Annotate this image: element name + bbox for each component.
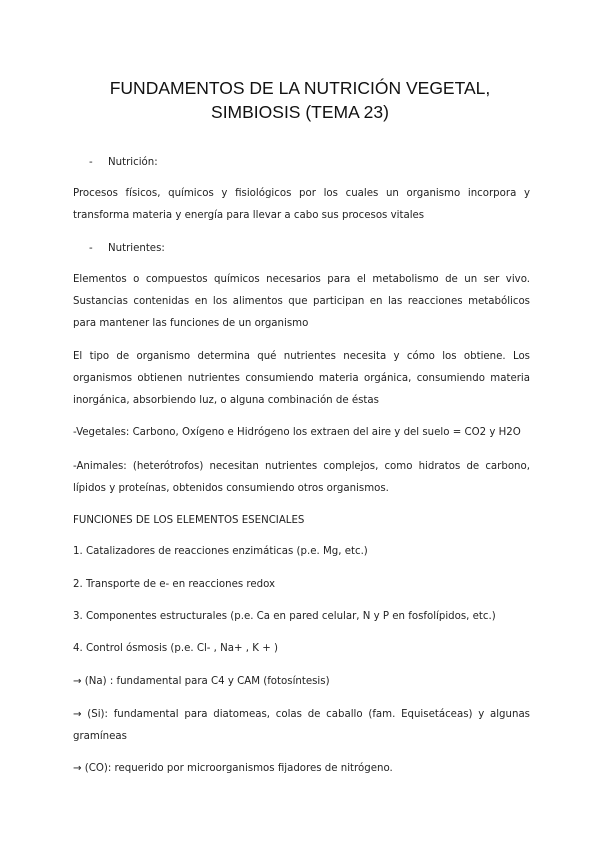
bullet-dash: - [89,243,93,254]
bullet-nutricion [89,156,158,170]
arrow-item-na: → (Na) : fundamental para C4 y CAM (fotosíntesis) [73,676,330,687]
arrow-item-si: → (Si): fundamental para diatomeas, colas de caballo (fam. Equisetáceas) y algunas gramíneas [73,709,530,742]
bullet-nutrientes [89,242,165,256]
list-item-4: 4. Control ósmosis (p.e. Cl- , Na+ , K + ) [73,643,278,654]
paragraph-nutricion: Procesos físicos, químicos y fisiológicos por los cuales un organismo incorpora y transforma materia y energía para llevar a cabo sus procesos vitales [73,188,530,221]
document-title [40,76,560,124]
list-item-3: 3. Componentes estructurales (p.e. Ca en pared celular, N y P en fosfolípidos, etc.) [73,611,496,622]
title-line-2: SIMBIOSIS (TEMA 23) [211,102,389,122]
list-item-1: 1. Catalizadores de reacciones enzimáticas (p.e. Mg, etc.) [73,546,368,557]
section-heading: FUNCIONES DE LOS ELEMENTOS ESENCIALES [73,515,305,526]
bullet-dash: - [89,157,93,168]
bullet-nutricion-label: Nutrición: [108,157,158,168]
arrow-item-co: → (CO): requerido por microorganismos fijadores de nitrógeno. [73,763,393,774]
title-line-1: FUNDAMENTOS DE LA NUTRICIÓN VEGETAL, [109,78,491,98]
paragraph-tipo-organismo: El tipo de organismo determina qué nutrientes necesita y cómo los obtiene. Los organismos obtienen nutrientes consumiendo materia orgánica, consumiendo materia inorgánica, absorbiendo luz, o alguna combinación de éstas [73,351,530,406]
paragraph-nutrientes: Elementos o compuestos químicos necesarios para el metabolismo de un ser vivo. Sustancias contenidas en los alimentos que participan en las reacciones metabólicos para mantener las funciones de un organismo [73,274,530,329]
list-item-2: 2. Transporte de e- en reacciones redox [73,579,276,590]
bullet-nutrientes-label: Nutrientes: [108,243,165,254]
paragraph-animales: -Animales: (heterótrofos) necesitan nutrientes complejos, como hidratos de carbono, lípidos y proteínas, obtenidos consumiendo otros organismos. [73,461,530,494]
paragraph-vegetales: -Vegetales: Carbono, Oxígeno e Hidrógeno los extraen del aire y del suelo = CO2 y H2O [73,427,521,438]
